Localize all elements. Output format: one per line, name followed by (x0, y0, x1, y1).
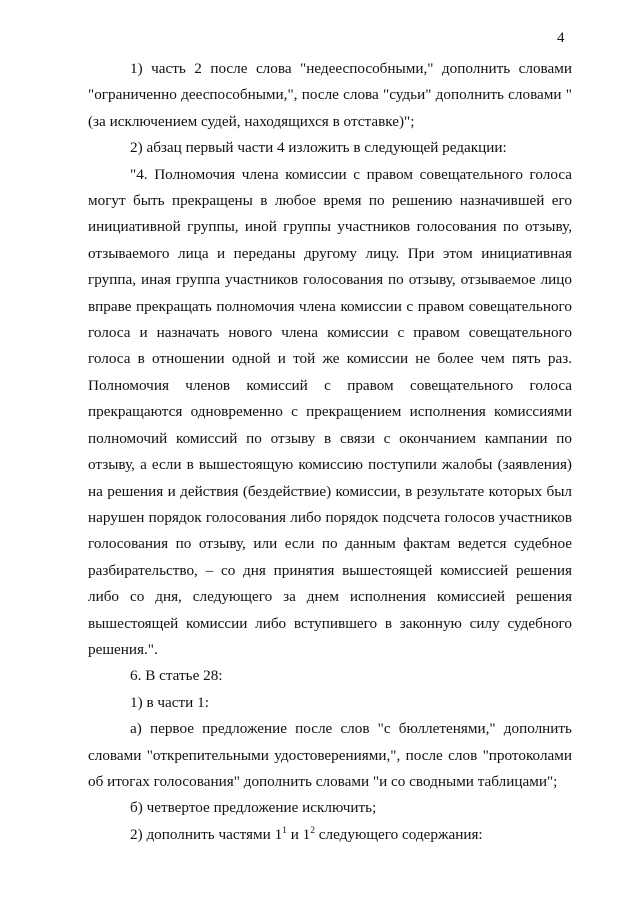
paragraph-article-28-heading: 6. В статье 28: (130, 667, 223, 685)
add-parts-text-start: 2) дополнить частями 1 (130, 825, 283, 843)
superscript-1: 1 (282, 825, 287, 836)
document-body (88, 56, 572, 848)
paragraph-part-4-new-text: "4. Полномочия члена комиссии с правом совещательного голоса могут быть прекращены в любое время по решению назначившей его инициативной группы, иной группы участников голосования по отзыву, отзываемого лица и переданы другому лицу. При этом инициативная группа, иная группа участников голосования по отзыву, отзываемое лицо вправе прекращать полномочия члена комиссии с правом совещательного голоса и назначать нового члена комиссии с правом совещательного голоса в отношении одной и той же комиссии не более чем пять раз. Полномочия членов комиссий с правом совещательного голоса прекращаются одновременно с прекращением исполнения комиссиями полномочий комиссий по отзыву в связи с окончанием кампании по отзыву, а если в вышестоящую комиссию поступили жалобы (заявления) на решения и действия (бездействие) комиссии, в результате которых был нарушен порядок голосования либо порядок подсчета голосов участников голосования по отзыву, или если по данным фактам ведется судебное разбирательство, – со дня принятия вышестоящей комиссией решения либо со дня, следующего за днем исполнения комиссией решения вышестоящей комиссии либо вступившего в законную силу судебного решения.". (88, 165, 572, 658)
page-number: 4 (557, 30, 565, 46)
superscript-2: 2 (310, 825, 315, 836)
paragraph-amend-part-2: 1) часть 2 после слова "недееспособными," дополнить словами "ограниченно дееспособными,", после слова "судьи" дополнить словами "(за исключением судей, находящихся в отставке)"; (88, 60, 572, 130)
paragraph-amend-part-4-intro: 2) абзац первый части 4 изложить в следующей редакции: (130, 139, 507, 157)
add-parts-text-middle: и 1 (286, 825, 311, 843)
paragraph-item-b: б) четвертое предложение исключить; (130, 799, 377, 817)
paragraph-part-1-intro: 1) в части 1: (130, 693, 209, 711)
paragraph-add-parts (88, 822, 572, 848)
paragraph-item-a: а) первое предложение после слов "с бюллетенями," дополнить словами "открепительными удостоверениями,", после слов "протоколами об итогах голосования" дополнить словами "и со сводными таблицами"; (88, 720, 572, 790)
add-parts-text-end: следующего содержания: (315, 825, 483, 843)
